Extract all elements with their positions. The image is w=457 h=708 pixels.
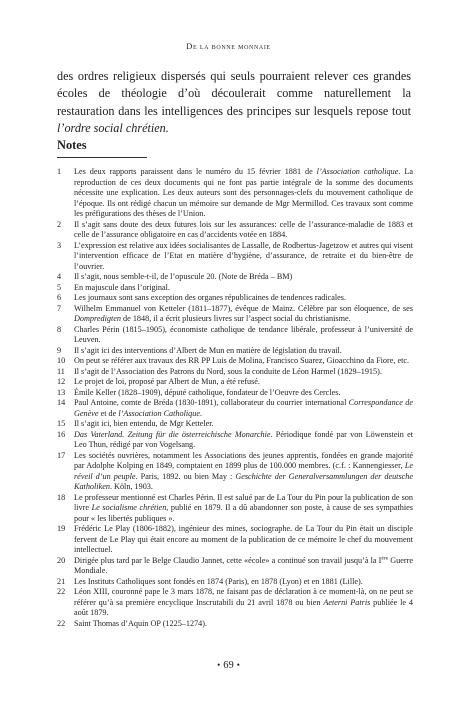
- note-item: [57, 167, 413, 220]
- note-item: [57, 493, 413, 525]
- note-item: [57, 377, 413, 388]
- note-number: 2: [57, 219, 62, 229]
- note-text: [74, 419, 413, 430]
- note-number: 15: [57, 419, 66, 428]
- note-number: 5: [57, 282, 62, 292]
- note-number: 9: [57, 345, 62, 355]
- note-item: [57, 577, 413, 588]
- note-number: 18: [57, 492, 66, 502]
- note-number: 17: [57, 450, 66, 460]
- note-item: [57, 283, 413, 294]
- note-number: 8: [57, 324, 62, 334]
- note-item: [57, 430, 413, 451]
- note-text: [74, 524, 413, 556]
- note-text-run: Le projet de loi, proposé par Albert de Mun, a été refusé.: [74, 377, 260, 386]
- note-text-run: Paul Antoine, comte de Bréda (1830-1891), collaborateur du courrier international: [74, 398, 349, 407]
- note-text-run: Frédéric Le Play (1806-1882), ingénieur des mines, sociographe. de La Tour du Pin était un disciple fervent de Le Play qui était encore au moment de la publication de ce mémoire le chef du mouvement intellectuel.: [74, 524, 413, 554]
- running-head: De la bonne monnaie: [186, 42, 271, 51]
- note-text-run: Les Instituts Catholiques sont fondés en 1874 (Paris), en 1878 (Lyon) et en 1881 (Lille).: [74, 576, 363, 586]
- note-text: [74, 241, 413, 273]
- note-item: [57, 241, 413, 273]
- note-number: 13: [57, 387, 66, 397]
- note-text-run: Guerre Mondiale.: [74, 555, 413, 575]
- note-italic-text: l’Association Catholique: [118, 408, 200, 418]
- note-text-run: Il s’agit de l’Association des Patrons du Nord, sous la conduite de Léon Harmel (1829–1915).: [74, 366, 382, 376]
- note-number: 12: [57, 377, 66, 386]
- note-text-run: Il s’agit, nous semble-t-il, de l’opuscule 20. (Note de Bréda – BM): [74, 272, 293, 281]
- note-text-run: , publié en 1879. Il a dû abandonner son poste, à cause de ses sympathies pour « les libertés publiques ».: [74, 503, 413, 523]
- note-text: [74, 304, 413, 325]
- note-number: 3: [57, 240, 62, 250]
- ornament-bullet-right: •: [236, 660, 240, 670]
- note-number: 10: [57, 356, 66, 365]
- note-text: [74, 356, 413, 367]
- note-number: 16: [57, 429, 66, 439]
- note-item: [57, 272, 413, 283]
- note-text: [74, 346, 413, 357]
- note-italic-text: Correspondance de Genève: [74, 398, 413, 418]
- note-text: [74, 451, 413, 493]
- note-text-run: On peut se référer aux travaux des RR PP Luis de Molina, Francisco Suarez, Gioacchino da Fiore, etc.: [74, 356, 410, 365]
- note-item: [57, 524, 413, 556]
- note-text-run: . Paris, 1892. ou bien May :: [135, 471, 236, 481]
- note-italic-text: Das Vaterland. Zeitung für die österreichische Monarchie: [74, 429, 271, 439]
- note-number: 22: [57, 618, 66, 628]
- note-text: [74, 577, 413, 588]
- note-item: [57, 451, 413, 493]
- note-text: [74, 619, 413, 630]
- note-item: [57, 388, 413, 399]
- note-text-run: . Köln, 1903.: [109, 482, 153, 491]
- note-text-run: . Périodique fondé par von Löwenstein et Leo Thun, rédigé par von Vogelsang.: [74, 429, 413, 449]
- note-text-run: Les deux rapports paraissent dans le numéro du 15 février 1881 de: [74, 167, 317, 176]
- note-text-run: Saint Thomas d’Aquin OP (1225–1274).: [74, 618, 208, 628]
- note-text: [74, 398, 413, 419]
- note-text: [74, 587, 413, 619]
- note-text: [74, 388, 413, 399]
- note-text-run: de 1848, il a écrit plusieurs livres sur l’aspect social du christianisme.: [121, 314, 351, 323]
- note-text-run: Les journaux sont sans exception des organes républicaines de tendences radicales.: [74, 293, 346, 302]
- ornament-bullet-left: •: [217, 660, 221, 670]
- note-text: [74, 325, 413, 346]
- note-italic-text: Dompredigten: [74, 314, 121, 323]
- page-footer: [0, 660, 457, 671]
- note-text-run: Émile Keller (1828–1909), député catholique, fondateur de l’Oeuvre des Cercles.: [74, 387, 341, 397]
- body-paragraph: [57, 68, 411, 137]
- note-number: 6: [57, 293, 62, 302]
- note-text: [74, 493, 413, 525]
- note-item: [57, 587, 413, 619]
- body-paragraph-italic: l’ordre social chrétien.: [57, 120, 169, 135]
- note-italic-text: l’Association catholique: [316, 167, 399, 176]
- note-italic-text: Geschichte der Generalversammlungen der deutsche Katholiken: [74, 471, 413, 491]
- note-text: [74, 430, 413, 451]
- note-text: [74, 293, 413, 304]
- note-number: 20: [57, 555, 66, 565]
- note-italic-text: Aeterni Patris: [323, 597, 371, 607]
- notes-heading-rule: [57, 157, 147, 158]
- note-text: [74, 272, 413, 283]
- note-text-run: publiée le 4 août 1879.: [74, 597, 413, 617]
- note-text-run: ère: [381, 554, 389, 561]
- note-text-run: En majuscule dans l’original.: [74, 282, 170, 292]
- note-item: [57, 304, 413, 325]
- note-number: 4: [57, 272, 62, 281]
- note-number: 1: [57, 167, 62, 176]
- note-text-run: Léon XIII, couronné pape le 3 mars 1878, ne faisant pas de déclaration à ce moment-là, on ne peut se référer qu’à sa première encyclique Inscrutabili du 21 avril 1878 ou bien: [74, 587, 413, 607]
- note-text-run: Il s’agit sans doute des deux futures lois sur les assurances: celle de l’assurance-maladie de 1883 et celle de l’assurance obligatoire en cas d’accidents votée en 1884.: [74, 219, 413, 239]
- note-italic-text: Le réveil d’un peuple: [74, 461, 413, 481]
- note-text: [74, 377, 413, 388]
- note-text: [74, 556, 413, 577]
- note-item: [57, 556, 413, 577]
- note-item: [57, 220, 413, 241]
- note-item: [57, 398, 413, 419]
- note-number: 11: [57, 366, 65, 376]
- note-item: [57, 293, 413, 304]
- note-text-run: Wilhelm Emmanuel von Ketteler (1811–1877), évêque de Mainz. Célèbre par son éloquence, de ses: [74, 303, 413, 313]
- note-item: [57, 356, 413, 367]
- note-item: [57, 619, 413, 630]
- note-text: [74, 167, 413, 220]
- note-text-run: Le professeur mentionné est Charles Périn. Il est salué par de La Tour du Pin pour la publication de son livre: [74, 492, 413, 512]
- note-text-run: Les sociétés ouvrières, notamment les Associations des jeunes apprentis, fondées en grande majorité par Adolphe Kolping en 1849, comptaient en 1899 plus de 100.000 membres. (c.f. : Kannengiesser,: [74, 450, 413, 470]
- note-text-run: Il s’agit ici des interventions d’Albert de Mun en matière de législation du travail.: [74, 345, 342, 355]
- note-item: [57, 367, 413, 378]
- note-text: [74, 367, 413, 378]
- note-text-run: et de: [98, 408, 119, 418]
- note-item: [57, 325, 413, 346]
- page-number: 69: [223, 660, 234, 671]
- note-text-run: . La reproduction de ces deux documents qui ne font pas partie intégrale de la somme des documents nécessite une explication. Les deux auteurs sont des personnages-clefs du mouvement catholique de l’époque. Ils ont rédigé chacun un mémoire sur demande de Mgr Mermillod. Ces travaux sont comme les préfigurations des thèses de l’Union.: [74, 167, 413, 218]
- note-text: [74, 283, 413, 294]
- body-paragraph-text: des ordres religieux dispersés qui seuls pourraient relever ces grandes écoles de théologie d’où découlerait comme naturellement la restauration dans les intelligences des principes sur lesquels repose tout: [57, 69, 411, 118]
- note-text-run: Dirigée plus tard par le Belge Claudio Jannet, cette «école» a continué son travail jusqu’à la I: [74, 555, 382, 565]
- note-number: 14: [57, 398, 66, 407]
- note-number: 22: [57, 587, 66, 596]
- note-number: 7: [57, 303, 62, 313]
- note-text-run: L’expression est relative aux idées socialisantes de Lassalle, de Rodbertus-Jagetzow et autres qui visent l’intervention efficace de l’Etat en matière d’hygiène, d’assurance, de retraite et du bien-être de l’ouvrier.: [74, 240, 413, 271]
- note-number: 19: [57, 524, 66, 533]
- note-number: 21: [57, 576, 66, 586]
- note-item: [57, 419, 413, 430]
- note-text-run: .: [199, 408, 203, 418]
- notes-list: [57, 167, 413, 629]
- note-italic-text: Le socialisme chrétien: [91, 503, 167, 512]
- notes-heading: Notes: [57, 138, 87, 152]
- note-text: [74, 220, 413, 241]
- note-text-run: Il s’agit ici, bien entendu, de Mgr Ketteler.: [74, 419, 214, 428]
- note-text-run: Charles Périn (1815–1905), économiste catholique de tendance libérale, professeur à l’université de Leuven.: [74, 324, 413, 344]
- note-item: [57, 346, 413, 357]
